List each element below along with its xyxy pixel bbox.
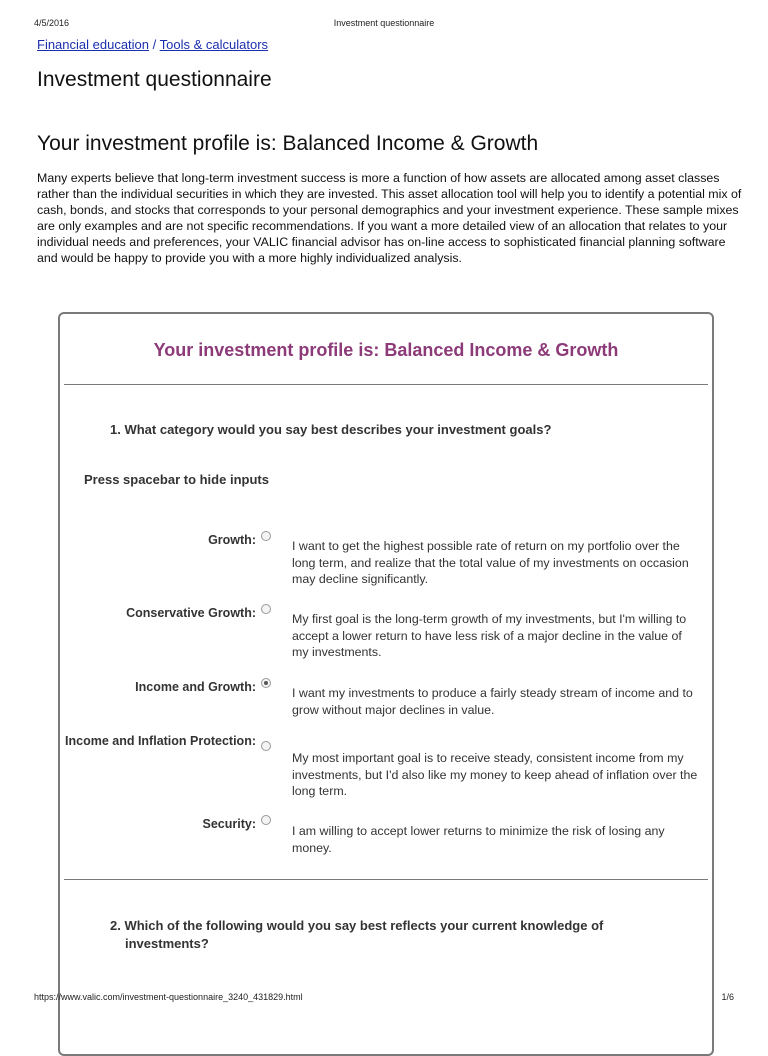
print-title: Investment questionnaire xyxy=(333,18,435,28)
question-1: 1. What category would you say best describes your investment goals? xyxy=(110,422,552,437)
print-page-number: 1/6 xyxy=(721,992,734,1002)
intro-paragraph: Many experts believe that long-term investment success is more a function of how assets are allocated among asset classes rather than the individual securities in which they are invested. This asset allocation tool will help you to identify a potential mix of cash, bonds, and stocks that corresponds to your personal demographics and your investment experience. These sample mixes are only examples and are not specific recommendations. If you want a more detailed view of an allocation that relates to your individual needs and preferences, your VALIC financial advisor has on-line access to sophisticated financial planning software and would be happy to provide you with a more highly individualized analysis. xyxy=(37,171,742,265)
page-title: Investment questionnaire xyxy=(37,68,272,91)
option-label: Growth: xyxy=(208,533,256,547)
breadcrumb-link-tools-calculators[interactable]: Tools & calculators xyxy=(159,37,269,52)
print-url: https://www.valic.com/investment-questionnaire_3240_431829.html xyxy=(34,992,303,1002)
option-description: My first goal is the long-term growth of my investments, but I'm willing to accept a lower return to have less risk of a major decline in the value of my investments. xyxy=(292,612,687,659)
option-description: I want my investments to produce a fairly steady stream of income and to grow without major declines in value. xyxy=(292,686,693,717)
option-description: I am willing to accept lower returns to minimize the risk of losing any money. xyxy=(292,824,665,855)
option-label: Income and Inflation Protection: xyxy=(65,734,256,748)
radio-growth[interactable] xyxy=(261,531,271,541)
questionnaire-panel xyxy=(58,312,714,1056)
radio-income-and-growth[interactable] xyxy=(261,678,271,688)
option-label: Conservative Growth: xyxy=(126,606,256,620)
panel-divider xyxy=(64,879,708,880)
radio-conservative-growth[interactable] xyxy=(261,604,271,614)
profile-heading: Your investment profile is: Balanced Income & Growth xyxy=(37,132,539,155)
breadcrumb-separator: / xyxy=(152,37,157,52)
question-2: 2. Which of the following would you say best reflects your current knowledge of investments? xyxy=(110,918,604,951)
radio-security[interactable] xyxy=(261,815,271,825)
radio-income-and-inflation-protection[interactable] xyxy=(261,741,271,751)
breadcrumb-link-financial-education[interactable]: Financial education xyxy=(37,37,150,52)
breadcrumb xyxy=(37,37,268,52)
panel-divider xyxy=(64,384,708,385)
print-footer xyxy=(34,992,734,1006)
spacebar-hint: Press spacebar to hide inputs xyxy=(84,472,269,487)
option-label: Income and Growth: xyxy=(135,680,256,694)
option-description: I want to get the highest possible rate of return on my portfolio over the long term, and realize that the total value of my investments on occasion may decline significantly. xyxy=(292,539,689,586)
panel-title: Your investment profile is: Balanced Income & Growth xyxy=(153,340,619,360)
print-date: 4/5/2016 xyxy=(34,18,70,28)
print-header xyxy=(34,18,734,32)
option-description: My most important goal is to receive steady, consistent income from my investments, but I'd also like my money to keep ahead of inflation over the long term. xyxy=(292,751,698,798)
option-label: Security: xyxy=(202,817,256,831)
